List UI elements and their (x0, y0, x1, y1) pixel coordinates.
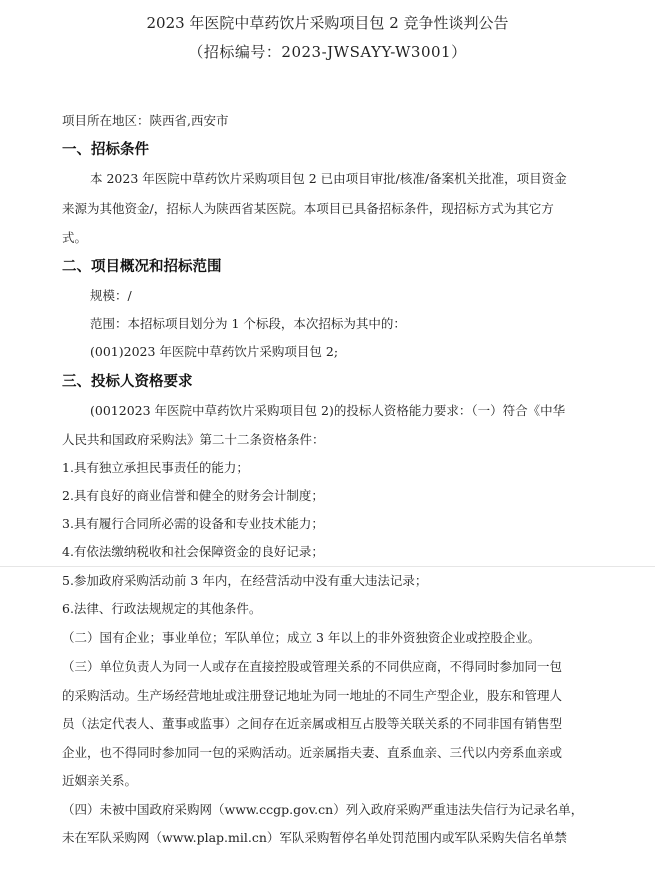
section-3-line: （三）单位负责人为同一人或存在直接控股或管理关系的不同供应商，不得同时参加同一包 (62, 659, 563, 674)
section-1-line: 来源为其他资金/，招标人为陕西省某医院。本项目已具备招标条件，现招标方式为其它方 (62, 201, 554, 216)
section-3-line: （二）国有企业；事业单位；军队单位；成立 3 年以上的非外资独资企业或控股企业。 (62, 630, 541, 645)
section-3-line: (0012023 年医院中草药饮片采购项目包 2)的投标人资格能力要求：（一）符合《中华 (90, 403, 566, 418)
project-location: 项目所在地区：陕西省,西安市 (62, 113, 229, 128)
section-2-line: 规模：/ (90, 288, 132, 303)
section-2-line: 范围：本招标项目划分为 1 个标段，本次招标为其中的： (90, 316, 406, 331)
document-title: 2023 年医院中草药饮片采购项目包 2 竞争性谈判公告 (146, 14, 509, 32)
section-1-line: 本 2023 年医院中草药饮片采购项目包 2 已由项目审批/核准/备案机关批准，项目资金 (90, 171, 567, 186)
section-1-line: 式。 (62, 230, 88, 245)
section-3-line: 未在军队采购网（www.plap.mil.cn）军队采购暂停名单处罚范围内或军队采购失信名单禁 (62, 830, 567, 845)
section-3-line: 近姻亲关系。 (62, 773, 138, 788)
section-3-line: 1.具有独立承担民事责任的能力； (62, 460, 249, 475)
tender-number: （招标编号：2023-JWSAYY-W3001） (188, 43, 467, 61)
section-3-heading: 三、投标人资格要求 (62, 374, 193, 390)
section-3-line: 的采购活动。生产场经营地址或注册登记地址为同一地址的不同生产型企业，股东和管理人 (62, 688, 563, 703)
section-2-heading: 二、项目概况和招标范围 (62, 259, 222, 275)
section-3-line: 员（法定代表人、董事或监事）之间存在近亲属或相互占股等关联关系的不同非国有销售型 (62, 716, 563, 731)
section-3-line: 企业，也不得同时参加同一包的采购活动。近亲属指夫妻、直系血亲、三代以内旁系血亲或 (62, 745, 563, 760)
section-3-line: （四）未被中国政府采购网（www.ccgp.gov.cn）列入政府采购严重违法失信行为记录名单， (62, 802, 584, 817)
scan-artifact-line (0, 566, 655, 567)
section-3-line: 人民共和国政府采购法》第二十二条资格条件： (62, 432, 325, 447)
section-2-line: (001)2023 年医院中草药饮片采购项目包 2; (90, 344, 339, 359)
section-3-line: 4.有依法缴纳税收和社会保障资金的良好记录； (62, 544, 324, 559)
section-3-line: 3.具有履行合同所必需的设备和专业技术能力； (62, 516, 324, 531)
section-3-line: 5.参加政府采购活动前 3 年内，在经营活动中没有重大违法记录； (62, 573, 428, 588)
section-3-line: 2.具有良好的商业信誉和健全的财务会计制度； (62, 488, 324, 503)
section-3-line: 6.法律、行政法规规定的其他条件。 (62, 601, 262, 616)
section-1-heading: 一、招标条件 (62, 142, 149, 158)
